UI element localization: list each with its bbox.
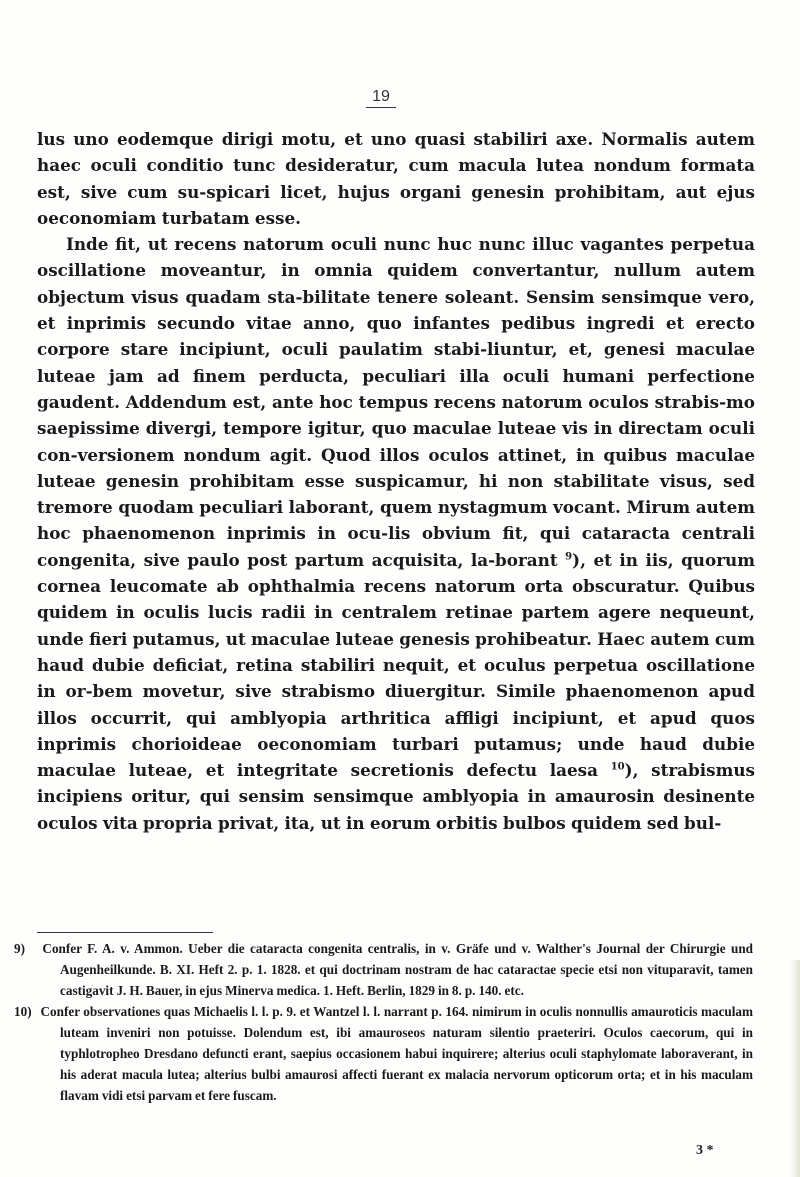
footnote-text: Confer observationes quas Michaelis l. l. p. 9. et Wantzel l. l. narrant p. 164. nimirum in oculis nonnullis amauroticis maculam luteam inveniri non potuisse. Dolendum est, ibi amauroseos naturam silentio praeteriri. Oculos caecorum, qui in typhlotropheo Dresdano defuncti erant, saepius occasionem habui inquirere; alterius oculi staphylomate laboraverant, in his aderat macula lutea; alterius bulbi amaurosi affecti fuerant ex malacia nervorum opticorum orta; et in his maculam flavam vidi etsi parvam et fere fuscam. <box>40 1004 753 1103</box>
paragraph-1 <box>37 126 755 231</box>
footnote-text: Confer F. A. v. Ammon. Ueber die cataracta congenita centralis, in v. Gräfe und v. Walther's Journal der Chirurgie und Augenheilkunde. B. XI. Heft 2. p. 1. 1828. et qui doctrinam nostram de hac cataractae specie etsi non vituparavit, tamen castigavit J. H. Bauer, in ejus Minerva medica. 1. Heft. Berlin, 1829 in 8. p. 140. etc. <box>42 941 753 998</box>
footnote-ref-10[interactable]: 10 <box>610 761 625 773</box>
paragraph-2 <box>37 231 755 836</box>
main-text <box>37 126 755 836</box>
footnote-ref-9[interactable]: 9 <box>565 551 573 563</box>
paragraph-2-text-a: Inde fit, ut recens natorum oculi nunc huc nunc illuc vagantes perpetua oscillatione moveantur, in omnia quidem convertantur, nullum autem objectum visus quadam sta-bilitate tenere soleant. Sensim sensimque vero, et inprimis secundo vitae anno, quo infantes pedibus ingredi et erecto corpore stare incipiunt, oculi paulatim stabi-liuntur, et, genesi maculae luteae jam ad finem perducta, peculiari illa oculi humani perfectione gaudent. Addendum est, ante hoc tempus recens natorum oculos strabis-mo saepissime divergi, tempore igitur, quo maculae luteae vis in directam oculi con-versionem nondum agit. Quod illos oculos attinet, in quibus maculae luteae genesin prohibitam esse suspicamur, hi non stabilitate visus, sed tremore quodam peculiari laborant, quem nystagmum vocant. Mirum autem hoc phaenomenon inprimis in ocu-lis obvium fit, qui cataracta centrali congenita, sive paulo post partum acquisita, la-borant <box>37 234 755 570</box>
footnote-separator <box>37 932 213 933</box>
page-number: 19 <box>366 88 396 108</box>
footnote-10: 10) Confer observationes quas Michaelis l. l. p. 9. et Wantzel l. l. narrant p. 164. nimirum in oculis nonnullis amauroticis maculam luteam inveniri non potuisse. Dolendum est, ibi amauroseos naturam silentio praeteriri. Oculos caecorum, qui in typhlotropheo Dresdano defuncti erant, saepius occasionem habui inquirere; alterius oculi staphylomate laboraverant, in his aderat macula lutea; alterius bulbi amaurosi affecti fuerant ex malacia nervorum opticorum orta; et in his maculam flavam vidi etsi parvam et fere fuscam. <box>14 1004 753 1103</box>
footnotes <box>14 938 753 1106</box>
paragraph-2-text-b: ), et in iis, quorum cornea leucomate ab ophthalmia recens natorum orta obscuratur. Quibus quidem in oculis lucis radii in centralem retinae partem agere nequeunt, unde fieri putamus, ut maculae luteae genesis prohibeatur. Haec autem cum haud dubie deficiat, retina stabiliri nequit, et oculus perpetua oscillatione in or-bem movetur, sive strabismo diuergitur. Simile phaenomenon apud illos occurrit, qui amblyopia arthritica affligi incipiunt, et apud quos inprimis chorioideae oeconomiam turbari putamus; unde haud dubie maculae luteae, et integritate secretionis defectu laesa <box>37 549 756 781</box>
paragraph-2-text-c: ), strabismus incipiens oritur, qui sensim sensimque amblyopia in amaurosin desinente oculos vita propria privat, ita, ut in eorum orbitis bulbos quidem sed bul- <box>37 760 756 833</box>
page-edge-shadow <box>790 960 800 1177</box>
footnote-9: 9) Confer F. A. v. Ammon. Ueber die cataracta congenita centralis, in v. Gräfe und v. Walther's Journal der Chirurgie und Augenheilkunde. B. XI. Heft 2. p. 1. 1828. et qui doctrinam nostram de hac cataractae specie etsi non vituparavit, tamen castigavit J. H. Bauer, in ejus Minerva medica. 1. Heft. Berlin, 1829 in 8. p. 140. etc. <box>14 941 753 998</box>
sheet-signature: 3 * <box>696 1143 714 1158</box>
paragraph-1-text: lus uno eodemque dirigi motu, et uno quasi stabiliri axe. Normalis autem haec oculi conditio tunc desideratur, cum macula lutea nondum formata est, sive cum su-spicari licet, hujus organi genesin prohibitam, aut ejus oeconomiam turbatam esse. <box>37 129 755 228</box>
